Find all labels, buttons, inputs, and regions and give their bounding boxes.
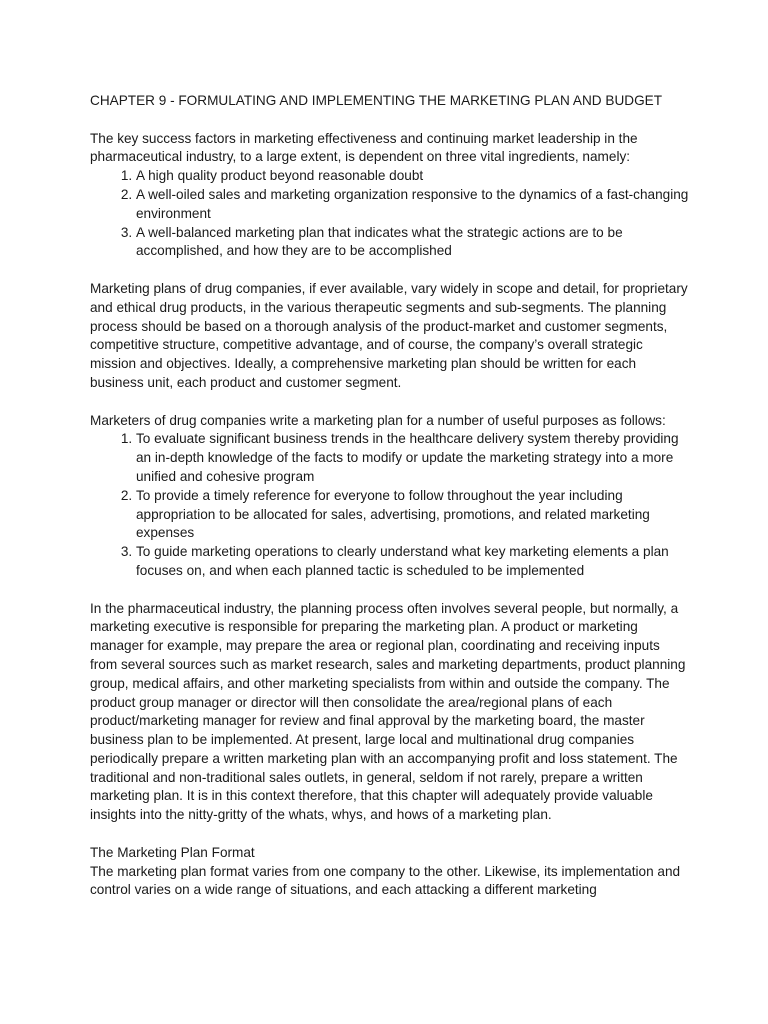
list-item: 2. To provide a timely reference for everyone to follow throughout the year including appropriation to be allocated for sales, advertising, promotions, and related marketing expenses	[136, 487, 690, 543]
planning-process-paragraph: In the pharmaceutical industry, the planning process often involves several people, but normally, a marketing executive is responsible for preparing the marketing plan. A product or marketing manager for example, may prepare the area or regional plan, coordinating and receiving inputs from several sources such as market research, sales and marketing departments, product planning group, medical affairs, and other marketing specialists from within and outside the company. The product group manager or director will then consolidate the area/regional plans of each product/marketing manager for review and final approval by the marketing board, the master business plan to be implemented. At present, large local and multinational drug companies periodically prepare a written marketing plan with an accompanying profit and loss statement. The traditional and non-traditional sales outlets, in general, seldom if not rarely, prepare a written marketing plan. It is in this context therefore, that this chapter will adequately provide valuable insights into the nitty-gritty of the whats, whys, and hows of a marketing plan.	[90, 600, 686, 823]
format-paragraph: The marketing plan format varies from one company to the other. Likewise, its implementation and control varies on a wide range of situations, and each attacking a different marketing	[90, 863, 681, 898]
list-item: 3. A well-balanced marketing plan that indicates what the strategic actions are to be accomplished, and how they are to be accomplished	[136, 224, 690, 262]
document-page	[90, 92, 690, 900]
spacer	[90, 261, 690, 280]
purposes-list	[90, 430, 690, 580]
marketing-plans-paragraph: Marketing plans of drug companies, if ever available, vary widely in scope and detail, for proprietary and ethical drug products, in the various therapeutic segments and sub-segments. The planning process should be based on a thorough analysis of the product-market and customer segments, competitive structure, competitive advantage, and of course, the company’s overall strategic mission and objectives. Ideally, a comprehensive marketing plan should be written for each business unit, each product and customer segment.	[90, 280, 688, 390]
purposes-intro-paragraph: Marketers of drug companies write a marketing plan for a number of useful purposes as follows:	[90, 412, 666, 428]
chapter-title: CHAPTER 9 - FORMULATING AND IMPLEMENTING THE MARKETING PLAN AND BUDGET	[90, 93, 663, 108]
spacer	[90, 581, 690, 600]
section-heading: The Marketing Plan Format	[90, 844, 255, 860]
list-item: 1. To evaluate significant business trends in the healthcare delivery system thereby providing an in-depth knowledge of the facts to modify or update the marketing strategy into a more unified and cohesive program	[136, 430, 690, 486]
spacer	[90, 825, 690, 844]
list-item: 1. A high quality product beyond reasonable doubt	[136, 167, 690, 186]
ingredients-list	[90, 167, 690, 261]
intro-paragraph: The key success factors in marketing effectiveness and continuing market leadership in the pharmaceutical industry, to a large extent, is dependent on three vital ingredients, namely:	[90, 130, 638, 165]
spacer	[90, 393, 690, 412]
list-item: 3. To guide marketing operations to clearly understand what key marketing elements a plan focuses on, and when each planned tactic is scheduled to be implemented	[136, 543, 690, 581]
list-item: 2. A well-oiled sales and marketing organization responsive to the dynamics of a fast-changing environment	[136, 186, 690, 224]
